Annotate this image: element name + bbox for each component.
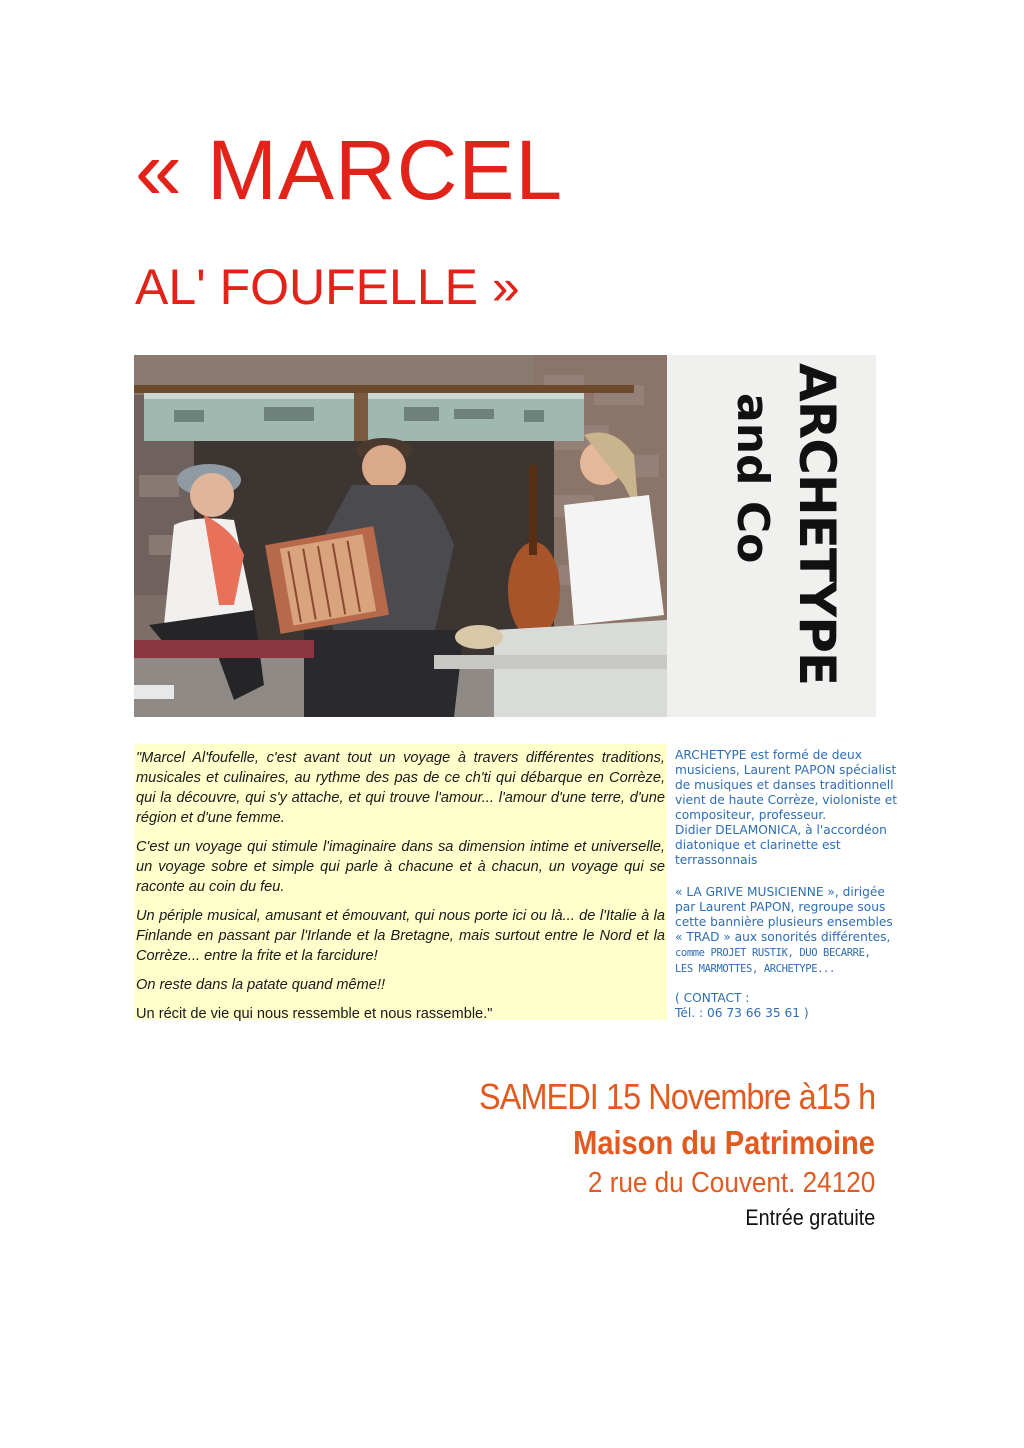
- event-venue: Maison du Patrimoine: [573, 1124, 875, 1161]
- quote-paragraph-3: Un périple musical, amusant et émouvant, qui nous porte ici ou là... de l'Italie à la Finlande en passant par l'Irlande et la Bretagne, mais surtout entre le Nord et la Corrèze... entre la frite et la farcidure!: [136, 908, 665, 964]
- quote-paragraph-5: Un récit de vie qui nous ressemble et nous rassemble.": [136, 1006, 493, 1022]
- info-contact: ( CONTACT : Tél. : 06 73 66 35 61 ): [675, 991, 809, 1020]
- poster-title-line1: « MARCEL: [135, 123, 564, 217]
- event-address: 2 rue du Couvent. 24120: [587, 1167, 875, 1199]
- archetype-name: ARCHETYPE: [788, 363, 846, 686]
- event-date: SAMEDI 15 Novembre à15 h: [478, 1076, 875, 1117]
- archetype-rotated-title: [667, 355, 876, 717]
- archetype-panel: [667, 355, 876, 717]
- event-entry: Entrée gratuite: [745, 1205, 875, 1230]
- info-grive-musicienne: [675, 885, 905, 977]
- info-column: [675, 748, 905, 1038]
- info-archetype: ARCHETYPE est formé de deux musiciens, Laurent PAPON spécialist de musiques et danses traditionnell vient de haute Corrèze, violoniste et compositeur, professeur. Didier DELAMONICA, à l'accordéon diatonique et clarinette est terrassonnais: [675, 748, 898, 867]
- quote-paragraph-4: On reste dans la patate quand même!!: [136, 977, 386, 993]
- quote-box: [134, 744, 667, 1020]
- quote-paragraph-1: "Marcel Al'foufelle, c'est avant tout un voyage à travers différentes traditions, musicales et culinaires, au rythme des pas de ce ch'ti qui débarque en Corrèze, qui la découvre, qui s'y attache, et qui trouve l'amour... l'amour d'une terre, d'une région et d'une femme.: [136, 750, 665, 826]
- band-photo: [134, 355, 667, 717]
- quote-paragraph-2: C'est un voyage qui stimule l'imaginaire dans sa dimension intime et universelle, un voyage sobre et simple qui parle à chacune et à chacun, un voyage qui se raconte au coin du feu.: [136, 839, 665, 895]
- info-grive-text: « LA GRIVE MUSICIENNE », dirigée par Laurent PAPON, regroupe sous cette bannière plusieurs ensembles « TRAD » aux sonorités différentes,: [675, 885, 893, 944]
- archetype-subtitle: and Co: [727, 393, 778, 564]
- info-ensembles: comme PROJET RUSTIK, DUO BECARRE, LES MARMOTTES, ARCHETYPE...: [675, 947, 871, 975]
- poster-title-line2: AL' FOUFELLE »: [135, 259, 520, 315]
